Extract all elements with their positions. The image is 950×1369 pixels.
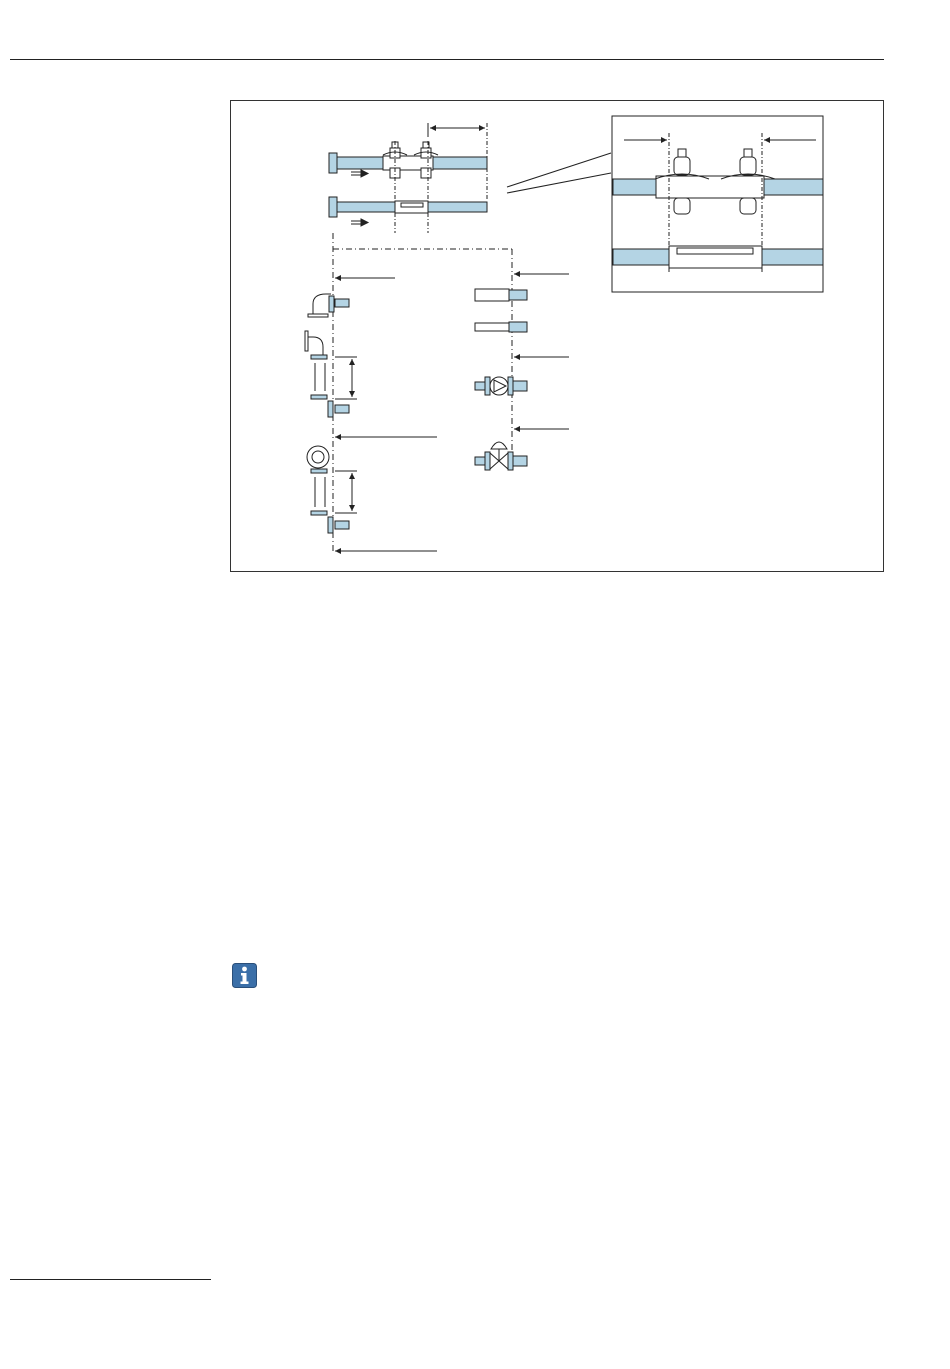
elbow-icon (305, 331, 349, 417)
info-icon (232, 963, 257, 988)
pump-icon (475, 377, 527, 395)
footnote-rule (10, 1279, 211, 1280)
flow-arrow-icon (351, 170, 368, 177)
pipe-installation-diagram (231, 101, 885, 573)
pipe-reducer-icon (475, 289, 527, 332)
sensor-pipe-bottom (329, 197, 487, 217)
control-valve-icon (475, 442, 527, 470)
elbow-icon (308, 294, 349, 317)
flow-arrow-icon (351, 219, 368, 226)
installation-figure (230, 100, 884, 572)
sensor-pipe-top (329, 123, 487, 233)
detail-inset (612, 116, 823, 292)
header-rule (10, 59, 884, 60)
elbow-icon (307, 446, 349, 533)
